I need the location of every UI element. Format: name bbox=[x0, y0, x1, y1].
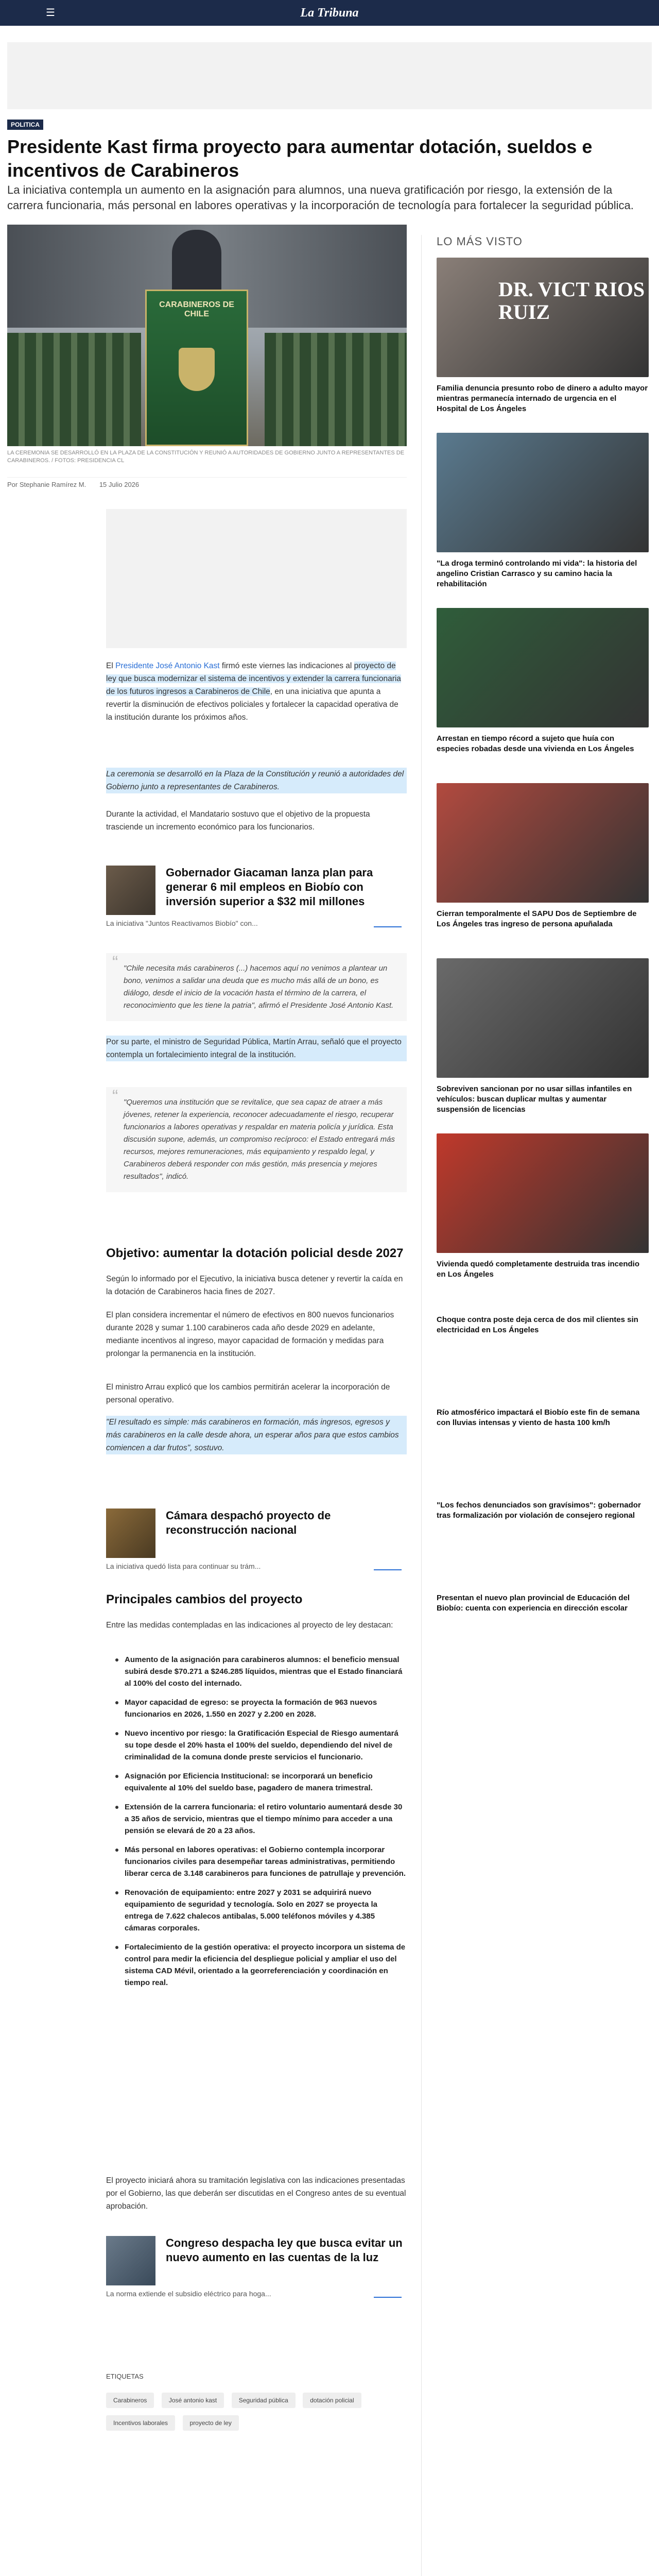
tags-label: ETIQUETAS bbox=[106, 2372, 144, 2380]
sidebar-thumb bbox=[437, 958, 649, 1078]
sidebar-story-title: Choque contra poste deja cerca de dos mil clientes sin electricidad en Los Ángeles bbox=[437, 1315, 638, 1334]
related-thumb bbox=[106, 866, 155, 915]
sidebar-story-title: Arrestan en tiempo récord a sujeto que huía con especies robadas desde una vivienda en Los Ángeles bbox=[437, 734, 634, 753]
list-item: Aumento de la asignación para carabineros alumnos: el beneficio mensual subirá desde $70.271 a $246.285 líquidos, mientras que el Estado financiará al 100% del costo del internado. bbox=[113, 1654, 407, 1689]
paragraph-6: El plan considera incrementar el número de efectivos en 800 nuevos funcionarios durante 2028 y sumar 1.100 carabineros cada año desde 2029 en adelante, mediante incentivos al ingreso, mayor capacidad de formación y medidas para prolongar la permanencia en la institución. bbox=[106, 1311, 394, 1358]
sidebar-story-1[interactable] bbox=[437, 258, 649, 414]
tag[interactable]: dotación policial bbox=[303, 2393, 361, 2408]
date: 15 Julio 2026 bbox=[99, 481, 140, 488]
article-meta bbox=[7, 477, 407, 488]
top-bar bbox=[0, 0, 659, 26]
sidebar-story-7[interactable] bbox=[437, 1309, 649, 1335]
subheading-2: Principales cambios del proyecto bbox=[106, 1592, 303, 1606]
paragraph-5: Según lo informado por el Ejecutivo, la iniciativa busca detener y revertir la caída en la dotación de Carabineros hacia fines de 2027. bbox=[106, 1275, 403, 1296]
paragraph-8: "El resultado es simple: más carabineros en formación, más ingresos, egresos y más carabineros en la calle desde ahora, un esperar años para que estos cambios comiencen a dar frutos", sostuvo. bbox=[106, 1416, 407, 1454]
article-lead: La iniciativa contempla un aumento en la asignación para alumnos, una nueva gratificación por riesgo, la extensión de la carrera funcionaria, más personal en labores operativas y la incorporación de tecnología para fortalecer la seguridad pública. bbox=[7, 183, 634, 212]
sidebar-thumb bbox=[437, 433, 649, 552]
sidebar-thumb bbox=[437, 783, 649, 903]
sidebar-story-5[interactable] bbox=[437, 958, 649, 1115]
tag[interactable]: Seguridad pública bbox=[232, 2393, 296, 2408]
ad-banner-top bbox=[7, 42, 652, 109]
sidebar-story-title: Cierran temporalmente el SAPU Dos de Septiembre de Los Ángeles tras ingreso de persona apuñalada bbox=[437, 909, 637, 928]
tag[interactable]: Carabineros bbox=[106, 2393, 154, 2408]
sidebar-thumb bbox=[437, 1133, 649, 1253]
list-item: Más personal en labores operativas: el Gobierno contempla incorporar funcionarios civiles para desempeñar tareas administrativas, permitiendo liberar cerca de 3.148 carabineros para funciones de patrullaje y prevención. bbox=[113, 1844, 407, 1879]
tags bbox=[106, 2393, 407, 2438]
author: Por Stephanie Ramírez M. bbox=[7, 481, 86, 488]
list-item: Mayor capacidad de egreso: se proyecta la formación de 963 nuevos funcionarios en 2026, 1.550 en 2027 y 2.200 en 2028. bbox=[113, 1697, 407, 1720]
ad-inline-1 bbox=[106, 509, 407, 648]
tag[interactable]: José antonio kast bbox=[162, 2393, 224, 2408]
list-item: Fortalecimiento de la gestión operativa: el proyecto incorpora un sistema de control para medir la eficiencia del despliegue policial y ampliar el uso del sistema CAD Mévil, orientado a la georreferenciación y coordinación en tiempo real. bbox=[113, 1941, 407, 1989]
paragraph-2: La ceremonia se desarrolló en la Plaza de la Constitución y reunió a autoridades del Gobierno junto a representantes de Carabineros. bbox=[106, 768, 407, 793]
paragraph-1: El Presidente José Antonio Kast firmó este viernes las indicaciones al proyecto de ley que busca modernizar el sistema de incentivos y extender la carrera funcionaria de los futuros ingresos a Carabineros de Chile, en una iniciativa que apunta a revertir la disminución de efectivos policiales y fortalecer la capacidad operativa de la institución durante los próximos años. bbox=[106, 662, 401, 722]
sidebar-thumb bbox=[437, 608, 649, 727]
image-caption: LA CEREMONIA SE DESARROLLÓ EN LA PLAZA DE LA CONSTITUCIÓN Y REUNIÓ A AUTORIDADES DE GOBIERNO JUNTO A REPRESENTANTES DE CARABINEROS. / FOTOS: PRESIDENCIA CL bbox=[7, 450, 405, 464]
related-article-3[interactable]: Congreso despacha ley que busca evitar un nuevo aumento en las cuentas de la luz La norma extiende el subsidio eléctrico para hoga... bbox=[106, 2236, 403, 2298]
president-link[interactable]: Presidente José Antonio Kast bbox=[115, 662, 220, 670]
sidebar-story-10[interactable] bbox=[437, 1587, 649, 1614]
sidebar-story-2[interactable] bbox=[437, 433, 649, 589]
paragraph-3: Durante la actividad, el Mandatario sostuvo que el objetivo de la propuesta trasciende un incremento económico para los funcionarios. bbox=[106, 810, 370, 832]
paragraph-7: El ministro Arrau explicó que los cambios permitirán acelerar la incorporación de personal operativo. bbox=[106, 1383, 390, 1404]
sidebar-thumb bbox=[437, 258, 649, 377]
sidebar-story-title: Río atmosférico impactará el Biobío este fin de semana con lluvias intensas y viento de hasta 100 km/h bbox=[437, 1408, 640, 1427]
list-item: Nuevo incentivo por riesgo: la Gratificación Especial de Riesgo aumentará su tope desde el 20% hasta el 100% del sueldo, dependiendo del nivel de criminalidad de la comuna donde preste servicios el funcionario. bbox=[113, 1727, 407, 1763]
tag[interactable]: proyecto de ley bbox=[183, 2415, 239, 2431]
sidebar-story-title: "Los fechos denunciados son gravísimos": gobernador tras formalización por violación de consejero regional bbox=[437, 1501, 641, 1520]
section-badge[interactable]: POLITICA bbox=[7, 120, 43, 130]
paragraph-10: El proyecto iniciará ahora su tramitación legislativa con las indicaciones presentadas por el Gobierno, las que deberán ser discutidas en el Congreso antes de su eventual aprobación. bbox=[106, 2176, 406, 2211]
podium: CARABINEROS DE CHILE bbox=[145, 290, 248, 446]
related-article-2[interactable]: Cámara despachó proyecto de reconstrucción nacional La iniciativa quedó lista para continuar su trám... bbox=[106, 1509, 407, 1558]
site-logo[interactable]: La Tribuna bbox=[300, 6, 359, 20]
sidebar-story-8[interactable] bbox=[437, 1401, 649, 1428]
related-thumb bbox=[106, 2236, 155, 2285]
list-item: Renovación de equipamiento: entre 2027 y 2031 se adquirirá nuevo equipamiento de seguridad y tecnología. Solo en 2027 se proyecta la entrega de 7.622 chalecos antibalas, 5.000 teléfonos móviles y 4.385 cámaras corporales. bbox=[113, 1887, 407, 1934]
shield-icon bbox=[179, 348, 215, 391]
list-item: Extensión de la carrera funcionaria: el retiro voluntario aumentará desde 30 a 35 años de servicio, mientras que el tiempo mínimo para acceder a una pensión se elevará de 20 a 23 años. bbox=[113, 1801, 407, 1837]
paragraph-4: Por su parte, el ministro de Seguridad Pública, Martín Arrau, señaló que el proyecto contempla un fortalecimiento integral de la institución. bbox=[106, 1036, 407, 1061]
changes-list bbox=[113, 1654, 407, 1996]
troops-right bbox=[265, 333, 407, 446]
sidebar-title: LO MÁS VISTO bbox=[437, 235, 523, 248]
subheading-1: Objetivo: aumentar la dotación policial desde 2027 bbox=[106, 1246, 404, 1260]
list-item: Asignación por Eficiencia Institucional: se incorporará un beneficio equivalente al 10% del sueldo base, pagadero de manera trimestral. bbox=[113, 1770, 407, 1794]
paragraph-9: Entre las medidas contempladas en las indicaciones al proyecto de ley destacan: bbox=[106, 1621, 393, 1630]
hero-image bbox=[7, 225, 407, 446]
troops-left bbox=[7, 333, 141, 446]
sidebar-story-title: "La droga terminó controlando mi vida": la historia del angelino Cristian Carrasco y su camino hacia la rehabilitación bbox=[437, 559, 637, 588]
related-thumb bbox=[106, 1509, 155, 1558]
sidebar-story-title: Familia denuncia presunto robo de dinero a adulto mayor mientras permanecía internado de urgencia en el Hospital de Los Ángeles bbox=[437, 384, 648, 413]
column-divider bbox=[421, 235, 422, 2576]
sidebar-story-title: Presentan el nuevo plan provincial de Educación del Biobío: cuenta con experiencia en dirección escolar bbox=[437, 1594, 630, 1613]
sidebar-story-6[interactable] bbox=[437, 1133, 649, 1280]
tag[interactable]: Incentivos laborales bbox=[106, 2415, 175, 2431]
sidebar-story-9[interactable] bbox=[437, 1494, 649, 1521]
sidebar-story-3[interactable] bbox=[437, 608, 649, 754]
sidebar-story-4[interactable] bbox=[437, 783, 649, 929]
sidebar-story-title: Vivienda quedó completamente destruida tras incendio en Los Ángeles bbox=[437, 1260, 639, 1279]
article-title: Presidente Kast firma proyecto para aumentar dotación, sueldos e incentivos de Carabineros bbox=[7, 136, 593, 181]
quote-1: “ "Chile necesita más carabineros (...) hacemos aquí no venimos a plantear un bono, venimos a salidar una deuda que es mucho más allá de un bono, es diálogo, desde el inicio de la vocación hasta el término de la carrera, el reconocimiento que les tiene la patria", afirmó el Presidente José Antonio Kast. bbox=[106, 953, 407, 1021]
hamburger-icon[interactable]: ☰ bbox=[46, 7, 55, 19]
quote-2: “ "Queremos una institución que se revitalice, que sea capaz de atraer a más jóvenes, retener la experiencia, reconocer adecuadamente el riesgo, recuperar funcionarios a labores operativas y respaldar en materia policía y jurídica. Esta discusión supone, además, un compromiso recíproco: el Estado entregará más recursos, mejores remuneraciones, más equipamiento y respaldo legal, y Carabineros deberá responder con más gestión, más presencia y mejores resultados", indicó. bbox=[106, 1087, 407, 1192]
sidebar-story-title: Sobreviven sancionan por no usar sillas infantiles en vehículos: buscan duplicar multas y aumentar suspensión de licencias bbox=[437, 1084, 632, 1114]
related-article-1[interactable]: Gobernador Giacaman lanza plan para generar 6 mil empleos en Biobío con inversión superior a $32 mil millones La iniciativa "Juntos Reactivamos Biobío" con... bbox=[106, 866, 407, 915]
thumb-sign-text: DR. VICT RIOS RUIZ bbox=[498, 278, 645, 324]
